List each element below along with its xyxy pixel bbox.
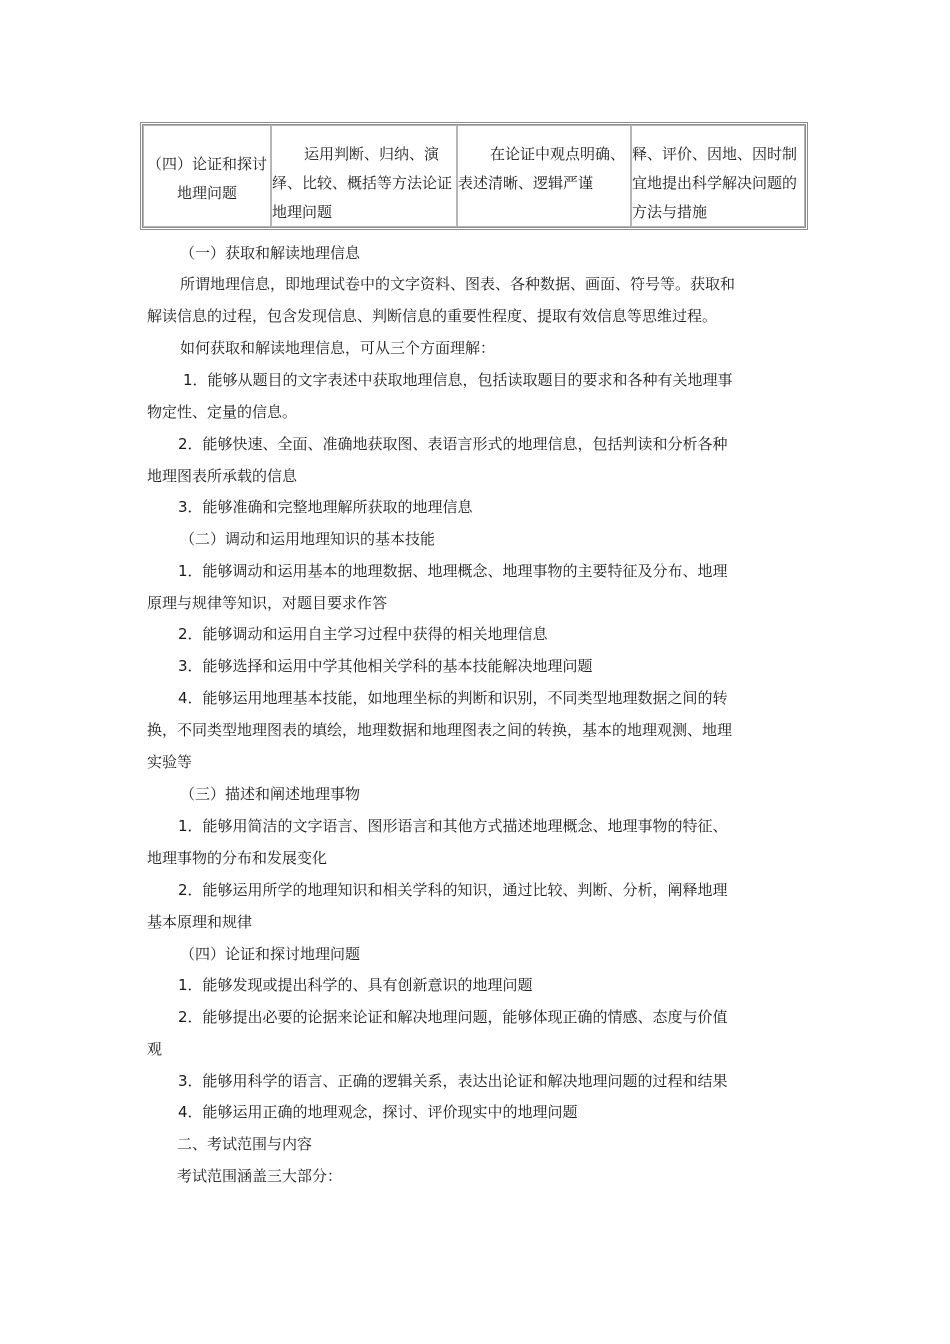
list-item: 4．能够运用地理基本技能，如地理坐标的判断和识别，不同类型地理数据之间的转 <box>178 689 728 707</box>
table-cell-method: 运用判断、归纳、演绎、比较、概括等方法论证地理问题 <box>271 125 457 227</box>
paragraph-line: 观 <box>147 1040 163 1058</box>
table-cell-ability: （四）论证和探讨地理问题 <box>143 125 271 227</box>
list-item: 1．能够调动和运用基本的地理数据、地理概念、地理事物的主要特征及分布、地理 <box>178 562 728 580</box>
list-item: 1．能够用简洁的文字语言、图形语言和其他方式描述地理概念、地理事物的特征、 <box>178 817 728 835</box>
paragraph-line: 基本原理和规律 <box>147 913 253 931</box>
requirements-table <box>140 122 808 230</box>
paragraph-line: 考试范围涵盖三大部分： <box>177 1167 343 1185</box>
section-heading: （一）获取和解读地理信息 <box>180 244 361 262</box>
paragraph-line: 换，不同类型地理图表的填绘，地理数据和地理图表之间的转换，基本的地理观测、地理 <box>147 721 733 739</box>
paragraph-line: 如何获取和解读地理信息，可从三个方面理解： <box>180 339 496 357</box>
section-heading: （四）论证和探讨地理问题 <box>180 945 361 963</box>
list-item: 2．能够运用所学的地理知识和相关学科的知识，通过比较、判断、分析，阐释地理 <box>178 881 728 899</box>
chapter-heading: 二、考试范围与内容 <box>177 1135 313 1153</box>
list-item: 4．能够运用正确的地理观念，探讨、评价现实中的地理问题 <box>178 1103 578 1121</box>
paragraph-line: 实验等 <box>147 753 193 771</box>
list-item: 3．能够用科学的语言、正确的逻辑关系，表达出论证和解决地理问题的过程和结果 <box>178 1072 728 1090</box>
paragraph-line: 物定性、定量的信息。 <box>147 403 298 421</box>
paragraph-line: 所谓地理信息，即地理试卷中的文字资料、图表、各种数据、画面、符号等。获取和 <box>180 275 736 293</box>
table-cell-criteria: 在论证中观点明确、表述清晰、逻辑严谨 <box>457 125 631 227</box>
paragraph-line: 解读信息的过程，包含发现信息、判断信息的重要性程度、提取有效信息等思维过程。 <box>147 307 718 325</box>
list-item: 1．能够发现或提出科学的、具有创新意识的地理问题 <box>178 976 533 994</box>
list-item: 1．能够从题目的文字表述中获取地理信息，包括读取题目的要求和各种有关地理事 <box>183 371 733 389</box>
list-item: 2．能够快速、全面、准确地获取图、表语言形式的地理信息，包括判读和分析各种 <box>178 435 728 453</box>
list-item: 3．能够准确和完整地理解所获取的地理信息 <box>178 498 473 516</box>
section-heading: （二）调动和运用地理知识的基本技能 <box>180 530 436 548</box>
paragraph-line: 地理图表所承载的信息 <box>147 467 298 485</box>
table-cell-measures: 释、评价、因地、因时制宜地提出科学解决问题的方法与措施 <box>631 125 805 227</box>
section-heading: （三）描述和阐述地理事物 <box>180 785 361 803</box>
list-item: 2．能够调动和运用自主学习过程中获得的相关地理信息 <box>178 625 548 643</box>
paragraph-line: 地理事物的分布和发展变化 <box>147 849 328 867</box>
paragraph-line: 原理与规律等知识，对题目要求作答 <box>147 594 388 612</box>
list-item: 3．能够选择和运用中学其他相关学科的基本技能解决地理问题 <box>178 657 593 675</box>
list-item: 2．能够提出必要的论据来论证和解决地理问题，能够体现正确的情感、态度与价值 <box>178 1008 728 1026</box>
